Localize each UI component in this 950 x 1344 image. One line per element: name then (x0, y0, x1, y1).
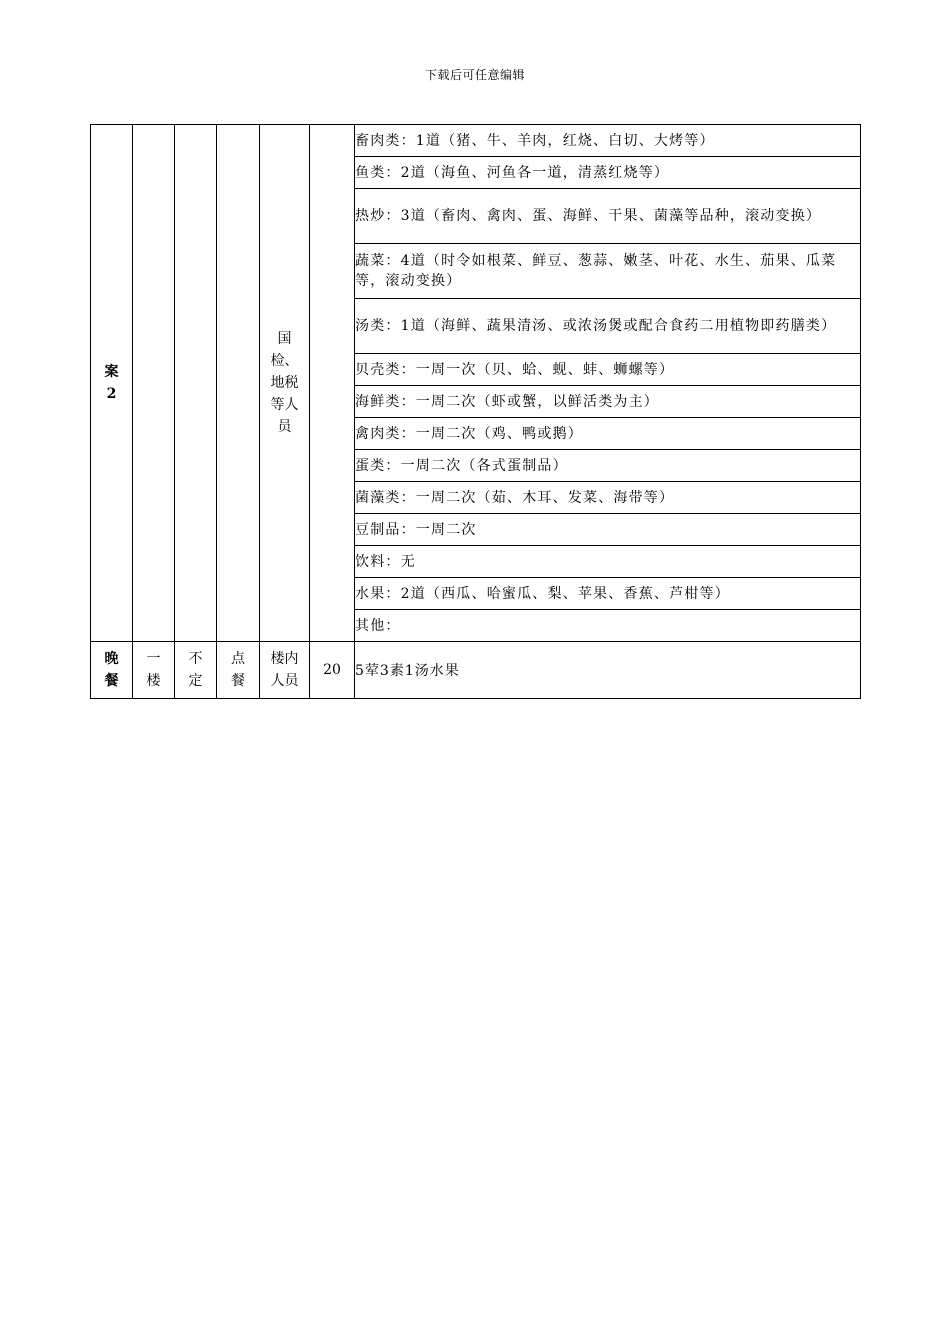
menu-item: 蛋类：一周二次（各式蛋制品） (355, 450, 861, 482)
dinner-row (91, 642, 861, 699)
menu-item: 畜肉类：1道（猪、牛、羊肉，红烧、白切、大烤等） (355, 125, 861, 157)
menu-item: 蔬菜：4道（时令如根菜、鲜豆、葱蒜、嫩茎、叶花、水生、茄果、瓜菜等，滚动变换） (355, 244, 861, 299)
dinner-label-cell: 晚 餐 (91, 642, 133, 699)
plan-row-first (91, 125, 861, 157)
plan-label-cell: 案 2 (91, 125, 133, 642)
plan-empty-cell (133, 125, 175, 642)
menu-item: 汤类：1道（海鲜、蔬果清汤、或浓汤煲或配合食药二用植物即药膳类） (355, 299, 861, 354)
menu-item: 贝壳类：一周一次（贝、蛤、蚬、蚌、蛳螺等） (355, 354, 861, 386)
dinner-location-cell: 一 楼 (133, 642, 175, 699)
menu-item: 鱼类：2道（海鱼、河鱼各一道，清蒸红烧等） (355, 157, 861, 189)
menu-item: 水果：2道（西瓜、哈蜜瓜、梨、苹果、香蕉、芦柑等） (355, 578, 861, 610)
plan-empty-cell (310, 125, 355, 642)
menu-item: 热炒：3道（畜肉、禽肉、蛋、海鲜、干果、菌藻等品种，滚动变换） (355, 189, 861, 244)
menu-item: 菌藻类：一周二次（茹、木耳、发菜、海带等） (355, 482, 861, 514)
menu-item: 豆制品：一周二次 (355, 514, 861, 546)
menu-table (90, 124, 861, 699)
plan-target-cell: 国 检、 地税 等人 员 (260, 125, 310, 642)
plan-empty-cell (175, 125, 217, 642)
dinner-count-cell: 20 (310, 642, 355, 699)
dinner-mode-cell: 点 餐 (217, 642, 260, 699)
menu-item: 饮料：无 (355, 546, 861, 578)
plan-empty-cell (217, 125, 260, 642)
menu-item: 海鲜类：一周二次（虾或蟹，以鲜活类为主） (355, 386, 861, 418)
dinner-target-cell: 楼内 人员 (260, 642, 310, 699)
dinner-description-cell: 5荤3素1汤水果 (355, 642, 861, 699)
menu-item: 其他： (355, 610, 861, 642)
dinner-time-cell: 不 定 (175, 642, 217, 699)
page-header: 下载后可任意编辑 (424, 68, 525, 82)
menu-item: 禽肉类：一周二次（鸡、鸭或鹅） (355, 418, 861, 450)
